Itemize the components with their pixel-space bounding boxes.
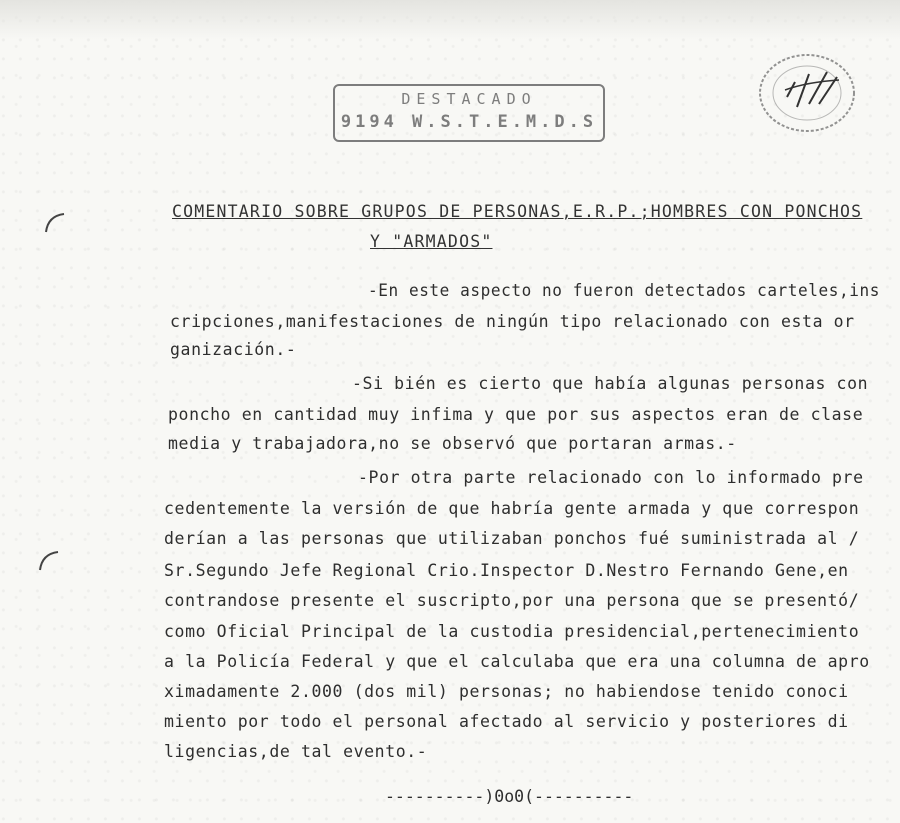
closing-separator: ----------)0o0(---------- bbox=[385, 787, 634, 806]
document-title-line-1: COMENTARIO SOBRE GRUPOS DE PERSONAS,E.R.P.;HOMBRES CON PONCHOS bbox=[172, 202, 863, 221]
body-line: como Oficial Principal de la custodia presidencial,pertenecimiento bbox=[164, 622, 860, 641]
body-line: derían a las personas que utilizaban ponchos fué suministrada al / bbox=[164, 529, 860, 548]
body-line: ligencias,de tal evento.- bbox=[164, 742, 428, 761]
stamp-line-2: 9194 W.S.T.E.M.D.S bbox=[340, 112, 598, 132]
body-line: Sr.Segundo Jefe Regional Crio.Inspector D.Nestro Fernando Gene,en bbox=[164, 561, 849, 580]
round-seal-with-initials bbox=[757, 52, 857, 134]
stamp-line-1: DESTACADO bbox=[401, 90, 537, 108]
body-line: a la Policía Federal y que el calculaba que era una columna de apro bbox=[164, 652, 870, 671]
body-line: media y trabajadora,no se observó que portaran armas.- bbox=[168, 434, 737, 453]
body-line: -En este aspecto no fueron detectados carteles,ins bbox=[368, 281, 880, 300]
body-line: contrandose presente el suscripto,por una persona que se presentó/ bbox=[164, 591, 860, 610]
document-title-line-2: Y "ARMADOS" bbox=[370, 232, 493, 251]
body-line: poncho en cantidad muy infima y que por sus aspectos eran de clase bbox=[168, 405, 864, 424]
document-stamp bbox=[333, 84, 605, 142]
binder-hole-mark-bottom bbox=[34, 548, 64, 578]
binder-hole-mark-top bbox=[40, 210, 70, 240]
body-line: miento por todo el personal afectado al servicio y posteriores di bbox=[164, 712, 849, 731]
body-line: -Por otra parte relacionado con lo informado pre bbox=[358, 468, 864, 487]
body-line: cedentemente la versión de que habría gente armada y que correspon bbox=[164, 499, 860, 518]
body-line: cripciones,manifestaciones de ningún tipo relacionado con esta or bbox=[170, 312, 855, 331]
body-line: -Si bién es cierto que había algunas personas con bbox=[352, 374, 869, 393]
scan-top-edge bbox=[0, 0, 900, 40]
body-line: ganización.- bbox=[170, 340, 297, 359]
body-line: ximadamente 2.000 (dos mil) personas; no habiendose tenido conoci bbox=[164, 682, 849, 701]
